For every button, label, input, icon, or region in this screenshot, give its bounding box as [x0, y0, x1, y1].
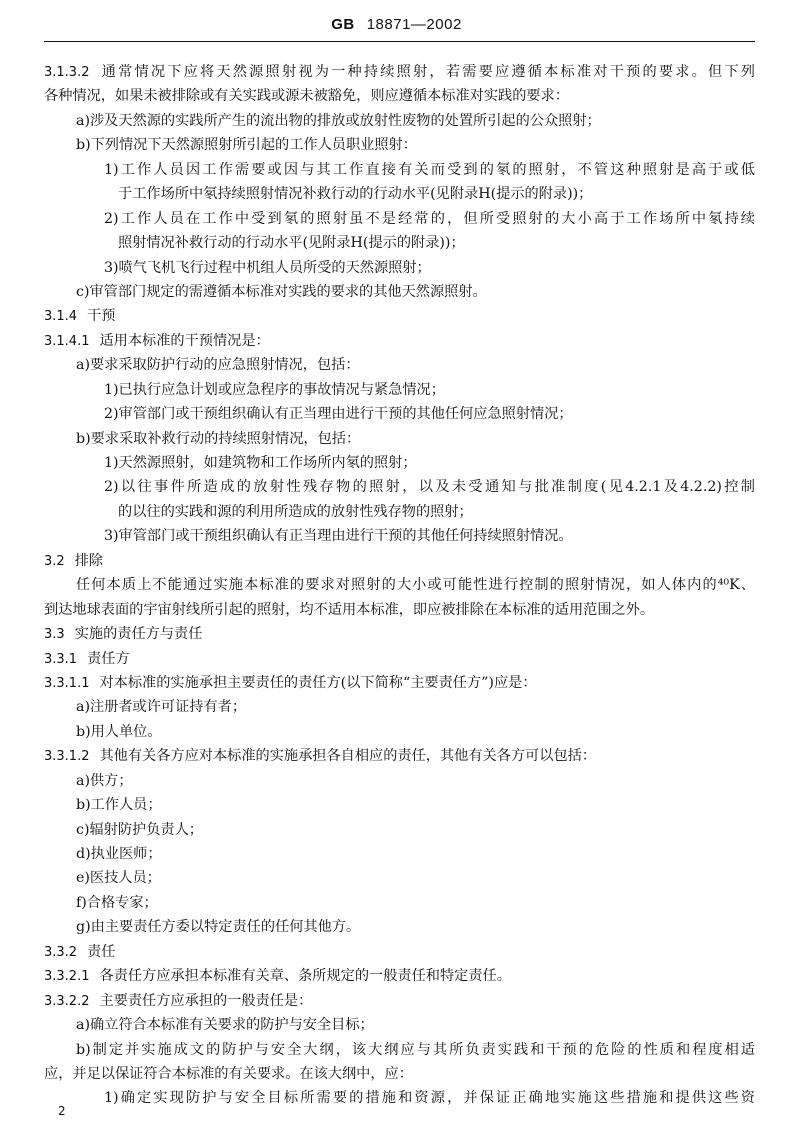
line-text: e)医技人员；	[76, 870, 161, 887]
line-text: 主要责任方应承担的一般责任是：	[99, 992, 313, 1009]
clause-number: 3.3.2.2	[44, 993, 90, 1009]
text-line	[44, 1038, 755, 1062]
text-line	[44, 842, 755, 866]
clause-number: 3.1.4.1	[44, 333, 90, 349]
clause-number: 3.2	[44, 553, 65, 569]
clause-number: 3.3.1.2	[44, 749, 90, 765]
line-text: b)要求采取补救行动的持续照射情况，包括：	[76, 430, 361, 447]
line-text: 对本标准的实施承担主要责任的责任方(以下简称“主要责任方”)应是：	[99, 674, 537, 691]
clause-line	[44, 329, 755, 353]
line-text: 通常情况下应将天然源照射视为一种持续照射，若需要应遵循本标准对干预的要求。但下列	[99, 64, 755, 80]
text-line	[44, 598, 755, 622]
text-line	[44, 133, 755, 157]
line-text: 实施的责任方与责任	[74, 626, 203, 643]
text-line	[44, 1086, 755, 1110]
clause-line	[44, 964, 755, 988]
line-text: a)涉及天然源的实践所产生的流出物的排放或放射性废物的处置所引起的公众照射；	[76, 112, 601, 129]
line-text: 3)喷气飞机飞行过程中机组人员所受的天然源照射；	[104, 259, 431, 276]
line-text: c)辐射防护负责人；	[76, 821, 203, 838]
line-text: b)用人单位。	[76, 723, 162, 740]
text-line	[44, 256, 755, 280]
clause-line	[44, 304, 755, 328]
line-text: c)审管部门规定的需遵循本标准对实践的要求的其他天然源照射。	[76, 283, 487, 300]
clause-number: 3.3.2	[44, 944, 78, 960]
page-header	[0, 16, 793, 33]
text-line	[44, 475, 755, 499]
text-line	[44, 378, 755, 402]
line-text: a)注册者或许可证持有者；	[76, 699, 247, 716]
text-line	[44, 793, 755, 817]
clause-line	[44, 671, 755, 695]
line-text: 的以往的实践和源的利用所造成的放射性残存物的照射；	[118, 503, 473, 520]
line-text: 1)天然源照射，如建筑物和工作场所内氡的照射；	[104, 455, 417, 471]
clause-number: 3.1.3.2	[44, 65, 90, 80]
text-line	[44, 207, 755, 231]
line-text: 1)已执行应急计划或应急程序的事故情况与紧急情况；	[104, 381, 445, 398]
line-text: 其他有关各方应对本标准的实施承担各自相应的责任，其他有关各方可以包括：	[99, 748, 597, 765]
line-text: 照射情况补救行动的行动水平(见附录H(提示的附录))；	[118, 235, 465, 252]
line-text: 于工作场所中氡持续照射情况补救行动的行动水平(见附录H(提示的附录))；	[118, 186, 593, 203]
clause-line	[44, 940, 755, 964]
text-line	[44, 353, 755, 377]
clause-line	[44, 622, 755, 646]
text-line	[44, 109, 755, 133]
line-text: b)下列情况下天然源照射所引起的工作人员职业照射：	[76, 137, 417, 154]
text-line	[44, 720, 755, 744]
standard-number: 18871—2002	[366, 16, 462, 33]
page-number: 2	[58, 1104, 66, 1118]
line-text: 2)以往事件所造成的放射性残存物的照射，以及未受通知与批准制度(见4.2.1及4.2.2)控制	[104, 479, 755, 496]
clause-number: 3.3	[44, 627, 65, 643]
text-line	[44, 1013, 755, 1037]
line-text: 各责任方应承担本标准有关章、条所规定的一般责任和特定责任。	[99, 968, 511, 985]
line-text: 各种情况，如果未被排除或有关实践或源未被豁免，则应遵循本标准对实践的要求：	[44, 88, 569, 105]
text-line	[44, 524, 755, 548]
line-text: 责任	[87, 943, 116, 960]
line-text: 2)工作人员在工作中受到氡的照射虽不是经常的，但所受照射的大小高于工作场所中氡持续	[104, 210, 755, 227]
text-line	[44, 427, 755, 451]
clause-number: 3.3.1	[44, 651, 78, 667]
clause-line	[44, 744, 755, 768]
line-text: 1)确定实现防护与安全目标所需要的措施和资源，并保证正确地实施这些措施和提供这些资	[104, 1090, 755, 1107]
line-text: b)制定并实施成文的防护与安全大纲，该大纲应与其所负责实践和干预的危险的性质和程度相适	[76, 1041, 755, 1058]
text-line	[44, 280, 755, 304]
line-text: g)由主要责任方委以特定责任的任何其他方。	[76, 919, 361, 936]
line-text: 2)审管部门或干预组织确认有正当理由进行干预的其他任何应急照射情况；	[104, 406, 573, 423]
clause-number: 3.3.1.1	[44, 675, 90, 691]
line-text: d)执业医师；	[76, 846, 162, 862]
line-text: 到达地球表面的宇宙射线所引起的照射，均不适用本标准，即应被排除在本标准的适用范围之外。	[44, 601, 655, 618]
line-text: a)要求采取防护行动的应急照射情况，包括：	[76, 357, 360, 374]
text-line	[44, 915, 755, 939]
text-line	[44, 769, 755, 793]
text-line	[44, 402, 755, 426]
line-text: a)确立符合本标准有关要求的防护与安全目标；	[76, 1017, 374, 1034]
text-line	[44, 573, 755, 597]
line-text: 干预	[87, 308, 116, 325]
text-line	[44, 231, 755, 255]
clause-number: 3.1.4	[44, 309, 78, 325]
text-line	[44, 818, 755, 842]
line-text: a)供方；	[76, 772, 133, 789]
line-text: 3)审管部门或干预组织确认有正当理由进行干预的其他任何持续照射情况。	[104, 528, 573, 545]
line-text: 责任方	[87, 650, 130, 667]
clause-line	[44, 60, 755, 84]
line-text: 适用本标准的干预情况是：	[99, 332, 270, 349]
standard-prefix: GB	[331, 16, 355, 33]
text-line	[44, 182, 755, 206]
text-line	[44, 695, 755, 719]
line-text: 1)工作人员因工作需要或因与其工作直接有关而受到的氡的照射，不管这种照射是高于或低	[104, 161, 755, 178]
clause-line	[44, 549, 755, 573]
text-line	[44, 84, 755, 108]
document-body	[44, 60, 755, 1111]
text-line	[44, 158, 755, 182]
clause-line	[44, 647, 755, 671]
line-text: 排除	[74, 552, 104, 569]
clause-number: 3.3.2.1	[44, 969, 90, 985]
text-line	[44, 1062, 755, 1086]
text-line	[44, 866, 755, 890]
line-text: b)工作人员；	[76, 797, 162, 814]
text-line	[44, 500, 755, 524]
clause-line	[44, 989, 755, 1013]
line-text: 应，并足以保证符合本标准的有关要求。在该大纲中，应：	[44, 1065, 413, 1082]
line-text: 任何本质上不能通过实施本标准的要求对照射的大小或可能性进行控制的照射情况，如人体内的⁴⁰K、	[76, 577, 755, 594]
text-line	[44, 451, 755, 475]
line-text: f)合格专家；	[76, 894, 158, 911]
text-line	[44, 891, 755, 915]
header-rule	[44, 41, 755, 42]
